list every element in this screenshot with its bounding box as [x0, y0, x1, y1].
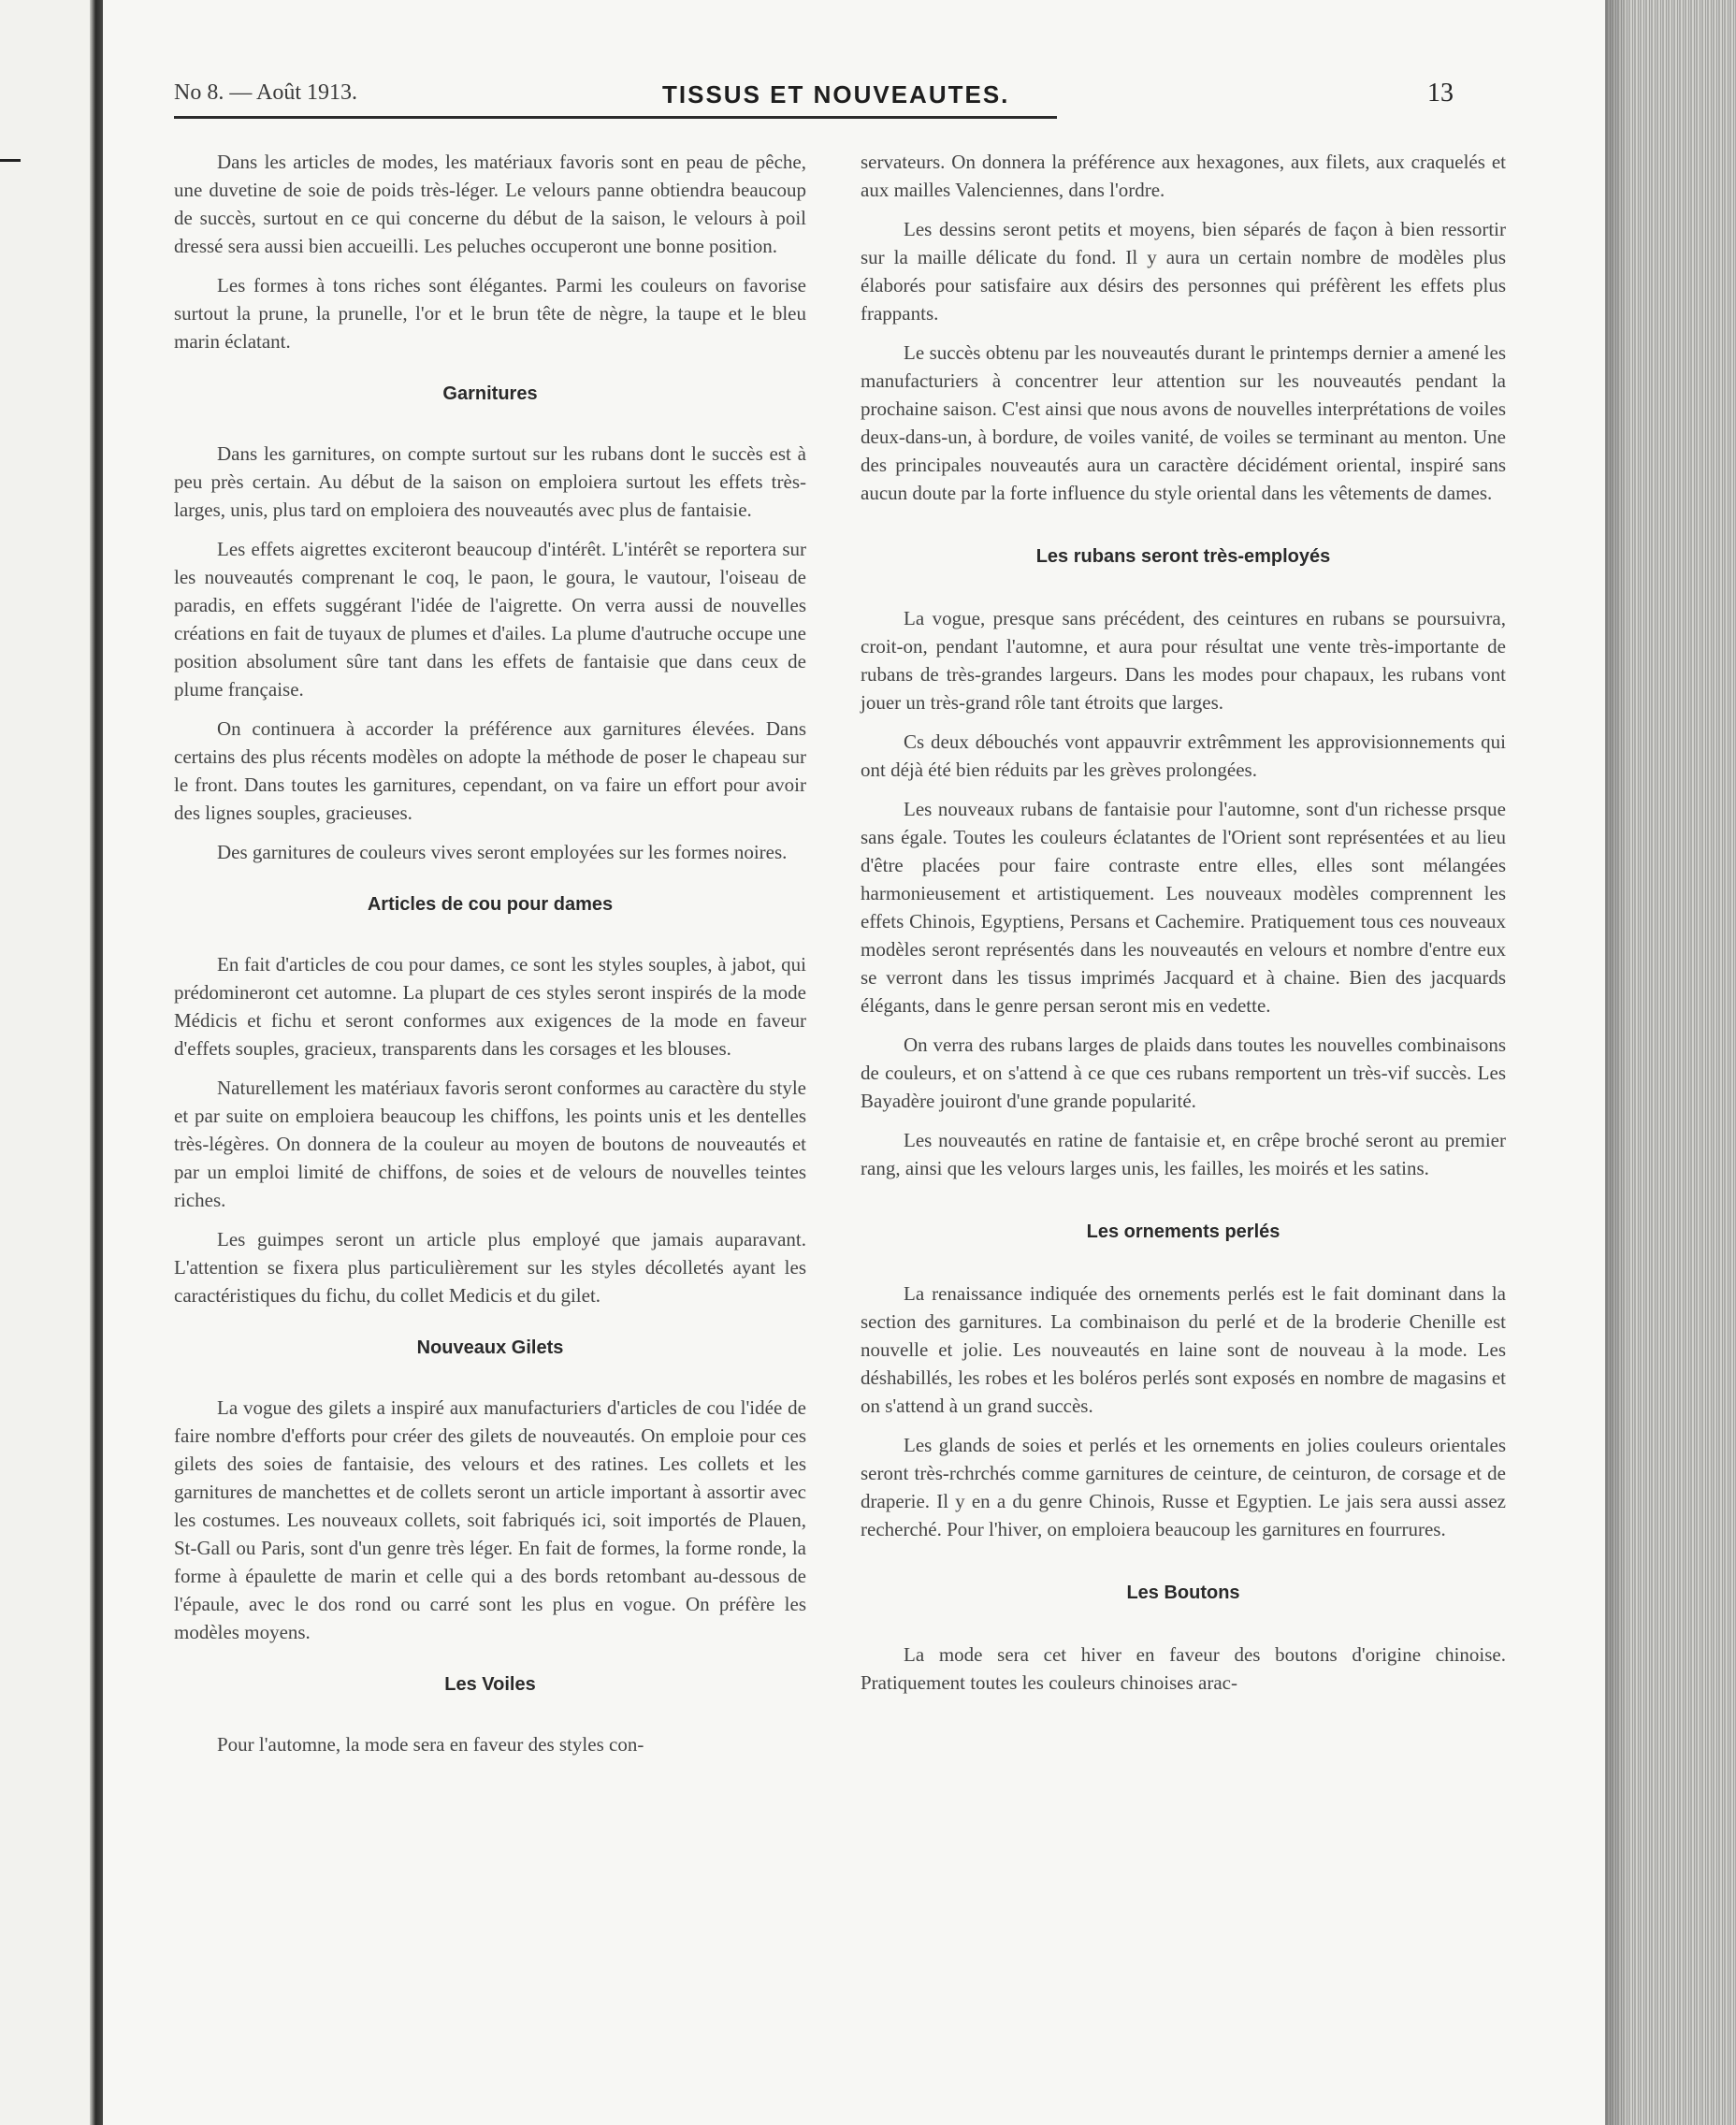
paragraph: On continuera à accorder la préférence aux garnitures élevées. Dans certains des plus récents modèles on adopte la méthode de poser le chapeau sur le front. Dans toutes les garnitures, cependant, on va faire un effort pour avoir des lignes souples, gracieuses.	[174, 717, 806, 824]
paragraph: Pour l'automne, la mode sera en faveur des styles con-	[217, 1733, 644, 1756]
paragraph: Les effets aigrettes exciteront beaucoup d'intérêt. L'intérêt se reportera sur les nouveautés comprenant le coq, le paon, le goura, le vautour, l'oiseau de paradis, en effets suggérant l'idée de l'aigrette. On verra aussi de nouvelles créations en fait de tuyaux de plumes et d'ailes. La plume d'autruche occupe une position absolument sûre tant dans les effets de fantaisie que dans ceux de plume française.	[174, 538, 806, 701]
page-header	[174, 80, 1512, 114]
paragraph: Des garnitures de couleurs vives seront employées sur les formes noires.	[217, 841, 788, 863]
issue-date: No 8. — Août 1913.	[174, 80, 358, 105]
adjacent-page	[0, 0, 95, 2125]
paragraph: Dans les articles de modes, les matériaux favoris sont en peau de pêche, une duvetine de soie de poids très-léger. Le velours panne obtiendra beaucoup de succès, surtout en ce qui concerne du début de la saison, le velours à poil dressé sera aussi bien accueilli. Les peluches occuperont une bonne position.	[174, 151, 806, 257]
adjacent-page-mark	[0, 159, 21, 162]
book-gutter	[90, 0, 103, 2125]
paragraph: Les nouveautés en ratine de fantaisie et, en crêpe broché seront au premier rang, ainsi que les velours larges unis, les failles, les moirés et les satins.	[861, 1129, 1506, 1179]
paragraph: Naturellement les matériaux favoris seront conformes au caractère du style et par suite on emploiera beaucoup les chiffons, les points unis et les dentelles très-légères. On donnera de la couleur au moyen de boutons de nouveautés et par un emploi limité de chiffons, de soies et de velours de nouvelles teintes riches.	[174, 1077, 806, 1211]
paragraph: On verra des rubans larges de plaids dans toutes les nouvelles combinaisons de couleurs, et on s'attend à ce que ces rubans remportent un très-vif succès. Les Bayadère jouiront d'une grande popularité.	[861, 1034, 1506, 1112]
section-heading: Les ornements perlés	[1086, 1222, 1280, 1242]
paragraph: servateurs. On donnera la préférence aux hexagones, aux filets, aux craquelés et aux mailles Valenciennes, dans l'ordre.	[861, 151, 1506, 201]
page-number: 13	[1427, 79, 1454, 108]
paragraph: La renaissance indiquée des ornements perlés est le fait dominant dans la section des garnitures. La combinaison du perlé et de la broderie Chenille est nouvelle et jolie. Les nouveautés en laine sont de nouveau à la mode. Les déshabillés, les robes et les boléros perlés sont exposés en nombre de magasins et on s'attend à un grand succès.	[861, 1282, 1506, 1417]
paragraph: La vogue, presque sans précédent, des ceintures en rubans se poursuivra, croit-on, pendant l'automne, et aura pour résultat une vente très-importante de rubans de très-grandes largeurs. Dans les modes pour chapaux, les rubans vont jouer un très-grand rôle tant étroits que larges.	[861, 607, 1506, 714]
paragraph: La mode sera cet hiver en faveur des boutons d'origine chinoise. Pratiquement toutes les couleurs chinoises arac-	[861, 1643, 1506, 1694]
section-heading: Articles de cou pour dames	[367, 894, 614, 915]
paragraph: Les formes à tons riches sont élégantes. Parmi les couleurs on favorise surtout la prune, la prunelle, l'or et le brun tête de nègre, la taupe et le bleu marin éclatant.	[174, 274, 806, 353]
left-column	[174, 148, 806, 1770]
section-heading: Les rubans seront très-employés	[1035, 546, 1331, 567]
paragraph: Cs deux débouchés vont appauvrir extrêmment les approvisionnements qui ont déjà été bien réduits par les grèves prolongées.	[861, 730, 1506, 781]
paragraph: Dans les garnitures, on compte surtout sur les rubans dont le succès est à peu près certain. Au début de la saison on emploiera surtout les effets très-larges, unis, plus tard on emploiera des nouveautés avec plus de fantaisie.	[174, 442, 806, 521]
journal-title: TISSUS ET NOUVEAUTES.	[662, 80, 1010, 108]
right-column	[861, 148, 1506, 1708]
paragraph: Les dessins seront petits et moyens, bien séparés de façon à bien ressortir sur la maille délicate du fond. Il y aura un certain nombre de modèles plus élaborés pour satisfaire aux désirs des personnes qui préfèrent les effets plus frappants.	[861, 218, 1506, 325]
section-heading: Les Voiles	[444, 1674, 536, 1695]
paragraph: Les guimpes seront un article plus employé que jamais auparavant. L'attention se fixera plus particulièrement sur les styles décolletés ayant les caractéristiques du fichu, du collet Medicis et du gilet.	[174, 1228, 806, 1307]
paragraph: Les nouveaux rubans de fantaisie pour l'automne, sont d'un richesse prsque sans égale. Toutes les couleurs éclatantes de l'Orient sont représentées et au lieu d'être placées pour faire contraste entre elles, elles sont mélangées harmonieusement et artistiquement. Les nouveaux modèles comprennent les effets Chinois, Egyptiens, Persans et Cachemire. Pratiquement tous ces nouveaux modèles seront représentés dans les nouveautés en velours et nombre d'entre eux se verront dans les tissus imprimés Jacquard et à chaine. Bien des jacquards élégants, dans le genre persan seront mis en vedette.	[861, 798, 1506, 1017]
page-edges-shadow	[1605, 0, 1629, 2125]
header-rule	[174, 116, 1057, 119]
section-heading: Garnitures	[442, 383, 538, 404]
paragraph: Les glands de soies et perlés et les ornements en jolies couleurs orientales seront très-rchrchés comme garnitures de ceinture, de ceinturon, de corsage et de draperie. Il y en a du genre Chinois, Russe et Egyptien. Le jais sera aussi assez recherché. Pour l'hiver, on emploiera beaucoup les garnitures en fourrures.	[861, 1434, 1506, 1540]
section-heading: Les Boutons	[1126, 1583, 1240, 1603]
paragraph: Le succès obtenu par les nouveautés durant le printemps dernier a amené les manufacturiers à concentrer leur attention sur les nouveautés pendant la prochaine saison. C'est ainsi que nous avons de nouvelles interprétations de voiles deux-dans-un, à bordure, de voiles vanité, de voiles se terminant au menton. Une des principales nouveautés aura un caractère décidément oriental, inspiré sans aucun doute par la forte influence du style oriental dans les vêtements de dames.	[861, 341, 1506, 504]
section-heading: Nouveaux Gilets	[416, 1337, 564, 1358]
paragraph: En fait d'articles de cou pour dames, ce sont les styles souples, à jabot, qui prédomineront cet automne. La plupart de ces styles seront inspirés de la mode Médicis et fichu et seront conformes aux exigences de la mode en faveur d'effets souples, gracieux, transparents dans les corsages et les blouses.	[174, 953, 806, 1060]
paragraph: La vogue des gilets a inspiré aux manufacturiers d'articles de cou l'idée de faire nombre d'efforts pour créer des gilets de nouveautés. On emploie pour ces gilets des soies de fantaisie, des velours et des ratines. Les collets et les garnitures de manchettes et de collets seront un article important à assortir avec les costumes. Les nouveaux collets, soit fabriqués ici, soit importés de Plauen, St-Gall ou Paris, sont d'un genre très léger. En fait de formes, la forme ronde, la forme à épaulette de marin et celle qui a des bords retombant au-dessous de l'épaule, avec le dos rond ou carré sont les plus en vogue. On préfère les modèles moyens.	[174, 1396, 806, 1643]
